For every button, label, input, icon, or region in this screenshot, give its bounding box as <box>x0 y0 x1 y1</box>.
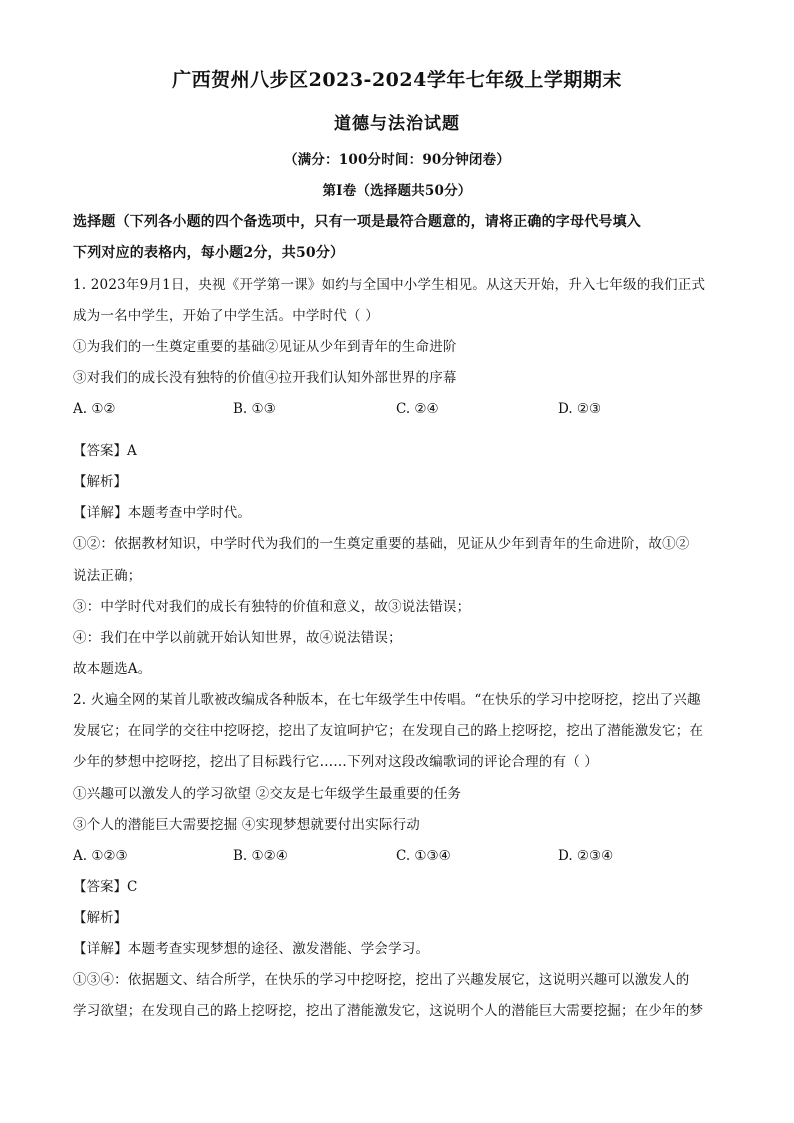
q1-explanation-1b: 说法正确； <box>73 568 142 584</box>
q1-item-line-1: ①为我们的一生奠定重要的基础②见证从少年到青年的生命进阶 <box>73 339 457 355</box>
q1-stem-line-1: 1. 2023年9月1日，央视《开学第一课》如约与全国中小学生相见。从这天开始，升入七年级的我们正式 <box>73 277 706 293</box>
q2-stem-line-1: 2. 火遍全网的某首儿歌被改编成各种版本，在七年级学生中传唱。“在快乐的学习中挖呀挖，挖出了兴趣 <box>73 692 701 708</box>
q2-explanation-1a: ①③④：依据题文、结合所学，在快乐的学习中挖呀挖，挖出了兴趣发展它，这说明兴趣可以激发人的 <box>73 972 690 988</box>
q1-answer: 【答案】A <box>73 443 137 459</box>
q2-analysis-label: 【解析】 <box>73 910 127 926</box>
q2-option-b: B. ①②④ <box>233 848 288 864</box>
q2-stem-line-2: 发展它；在同学的交往中挖呀挖，挖出了友谊呵护它；在发现自己的路上挖呀挖，挖出了潜能激发它；在 <box>73 723 704 739</box>
q2-detail: 【详解】本题考查实现梦想的途径、激发潜能、学会学习。 <box>73 941 430 957</box>
q1-item-line-2: ③对我们的成长没有独特的价值④拉开我们认知外部世界的序幕 <box>73 370 457 386</box>
q2-item-line-2: ③个人的潜能巨大需要挖掘 ④实现梦想就要付出实际行动 <box>73 817 420 833</box>
q1-detail: 【详解】本题考查中学时代。 <box>73 505 252 521</box>
q2-explanation-1b: 学习欲望；在发现自己的路上挖呀挖，挖出了潜能激发它，这说明个人的潜能巨大需要挖掘；在少年的梦 <box>73 1003 704 1019</box>
q1-option-d: D. ②③ <box>558 401 602 417</box>
q1-explanation-3: ④：我们在中学以前就开始认知世界，故④说法错误； <box>73 630 402 646</box>
instructions-line-1: 选择题（下列各小题的四个备选项中，只有一项是最符合题意的，请将正确的字母代号填入 <box>73 214 641 230</box>
q1-analysis-label: 【解析】 <box>73 474 127 490</box>
q1-option-c: C. ②④ <box>396 401 439 417</box>
exam-subtitle: 道德与法治试题 <box>334 114 460 134</box>
q1-option-b: B. ①③ <box>233 401 276 417</box>
q1-stem-line-2: 成为一名中学生，开始了中学生活。中学时代（ ） <box>73 308 379 324</box>
q2-item-line-1: ①兴趣可以激发人的学习欲望 ②交友是七年级学生最重要的任务 <box>73 786 462 802</box>
q1-conclusion: 故本题选A。 <box>73 661 152 677</box>
exam-meta: （满分：100分时间：90分钟闭卷） <box>283 152 511 168</box>
section-heading: 第Ⅰ卷（选择题共50分） <box>322 183 472 199</box>
q1-explanation-2: ③：中学时代对我们的成长有独特的价值和意义，故③说法错误； <box>73 599 471 615</box>
q2-option-a: A. ①②③ <box>73 848 128 864</box>
q2-option-d: D. ②③④ <box>558 848 614 864</box>
q2-option-c: C. ①③④ <box>396 848 451 864</box>
q1-option-a: A. ①② <box>73 401 116 417</box>
exam-title: 广西贺州八步区2023-2024学年七年级上学期期末 <box>172 69 622 91</box>
instructions-line-2: 下列对应的表格内，每小题2分，共50分） <box>73 245 345 261</box>
q2-answer: 【答案】C <box>73 879 138 895</box>
q1-explanation-1a: ①②：依据教材知识，中学时代为我们的一生奠定重要的基础，见证从少年到青年的生命进阶，故①② <box>73 536 690 552</box>
q2-stem-line-3: 少年的梦想中挖呀挖，挖出了目标践行它……下列对这段改编歌词的评论合理的有（ ） <box>73 754 599 770</box>
